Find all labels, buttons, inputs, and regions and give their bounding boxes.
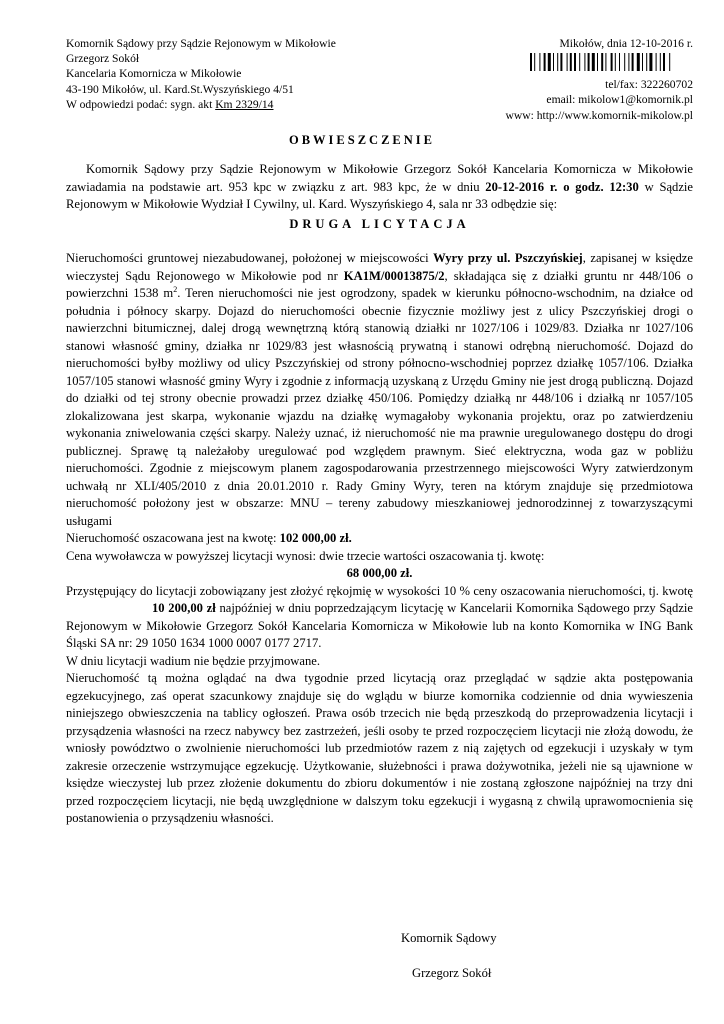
land-register-number: KA1M/00013875/2	[343, 268, 445, 283]
signature-name: Grzegorz Sokół	[412, 966, 492, 980]
office-name: Komornik Sądowy przy Sądzie Rejonowym w Mikołowie	[66, 37, 336, 50]
starting-price-amount: 68 000,00 zł.	[346, 566, 413, 580]
no-deposit-note: W dniu licytacji wadium nie będzie przyjmowane.	[66, 653, 321, 668]
deposit-paragraph: Przystępujący do licytacji zobowiązany jest złożyć rękojmię w wysokości 10 % ceny oszacowania nieruchomości, tj. kwotę10 200,00 zł najpóźniej w dniu poprzedzającym licytację w Kancelarii Komornika Sądowego przy Sądzie Rejonowym w Mikołowie Grzegorz Sokół Kancelaria Komornicza w Mikołowie lub na konto Komornika w ING Bank Śląski SA nr: 29 1050 1634 1000 0007 0177 2717.	[66, 583, 693, 650]
phone-fax: tel/fax: 322260702	[605, 78, 693, 92]
signature-role: Komornik Sądowy	[401, 931, 497, 945]
bailiff-name: Grzegorz Sokół	[66, 52, 140, 66]
property-location: Wyry przy ul. Pszczyńskiej	[433, 251, 583, 265]
sender-block	[66, 36, 336, 112]
auction-heading: DRUGA LICYTACJA	[289, 216, 470, 231]
case-reference: Km 2329/14	[215, 97, 274, 111]
office-address: 43-190 Mikołów, ul. Kard.St.Wyszyńskiego 4/51	[66, 82, 294, 96]
deposit-amount: 10 200,00 zł	[152, 601, 216, 615]
chancery-name: Kancelaria Komornicza w Mikołowie	[66, 67, 242, 81]
place-date: Mikołów, dnia 12-10-2016 r.	[559, 37, 693, 50]
email-address: email: mikolow1@komornik.pl	[546, 93, 693, 107]
inspection-paragraph: Nieruchomość tą można oglądać na dwa tygodnie przed licytacją oraz przeglądać w sądzie akta postępowania egzekucyjnego, zaś operat szacunkowy znajduje się do wglądu w biurze komornika codziennie od dnia wywieszenia niniejszego obwieszczenia na tablicy ogłoszeń. Prawa osób trzecich nie będą przeszkodą do przeprowadzenia licytacji i przysądzenia własności na rzecz nabywcy bez zastrzeżeń, jeśli osoby te przed rozpoczęciem licytacji nie złożą dowodu, że wniosły powództwo o zwolnienie nieruchomości lub przedmiotów razem z nią zajętych od egzekucji i uzyskały w tym zakresie orzeczenie wstrzymujące egzekucję. Użytkowanie, służebności i prawa dożywotnika, jeżeli nie są ujawnione w księdze wieczystej lub przez złożenie dokumentu do zbioru dokumentów i nie zostaną zgłoszone najpóźniej na trzy dni przed rozpoczęciem licytacji, nie będą uwzględnione w dalszym toku egzekucji i wygasną z chwilą uprawomocnienia się postanowienia o przysądzeniu własności.	[66, 671, 693, 825]
website: www: http://www.komornik-mikolow.pl	[505, 108, 693, 122]
document-title: OBWIESZCZENIE	[289, 133, 435, 147]
auction-date: 20-12-2016 r. o godz. 12:30	[485, 179, 639, 194]
contact-block	[493, 36, 693, 123]
valuation-line: Nieruchomość oszacowana jest na kwotę: 102 000,00 zł.	[66, 531, 352, 545]
reply-reference: W odpowiedzi podać: sygn. akt Km 2329/14	[66, 97, 274, 111]
starting-price-label: Cena wywoławcza w powyższej licytacji wynosi: dwie trzecie wartości oszacowania tj. kwotę:	[66, 548, 545, 563]
document-body	[66, 161, 693, 828]
valuation-amount: 102 000,00 zł.	[279, 531, 352, 545]
intro-paragraph: Komornik Sądowy przy Sądzie Rejonowym w Mikołowie Grzegorz Sokół Kancelaria Komornicza w Mikołowie zawiadamia na podstawie art. 953 kpc w związku z art. 983 kpc, że w dniu 20-12-2016 r. o godz. 12:30 w Sądzie Rejonowym w Mikołowie Wydział I Cywilny, ul. Kard. Wyszyńskiego 4, sala nr 33 odbędzie się:	[66, 162, 694, 211]
property-description: Nieruchomości gruntowej niezabudowanej, położonej w miejscowości Wyry przy ul. Pszczyńskiej, zapisanej w księdze wieczystej Sądu Rejonowego w Mikołowie pod nr KA1M/00013875/2, składająca się z działki gruntu nr 448/106 o powierzchni 1538 $m^2$. Teren nieruchomości nie jest ogrodzony, spadek w kierunku północno-wschodnim, na działce od południa i północy skarpy. Dojazd do nieruchomości obecnie fizycznie możliwy jest z ulicy Pszczyńskiej drogi o nawierzchni bitumicznej, dalej drogą wewnętrzną którą stanowią działki nr 1027/106 i 1029/83. Działka nr 1027/106 stanowi własność gminy, działka nr 1029/83 jest własnością prywatną i stanowi odrębną nieruchomość. Dojazd do nieruchomości byłby możliwy od ulicy Pszczyńskiej od strony północno-wschodniej poprzez działkę 1057/106. Działka 1057/105 stanowi własność gminy Wyry i zgodnie z informacją uzyskaną z Urzędu Gminy nie jest drogą publiczną. Dojazd do działki od tej strony obecnie prowadzi przez działkę 450/106. Pomiędzy działką nr 448/106 i działką nr 1057/105 zlokalizowana jest skarpa, wykonanie wjazdu na działkę wymagałoby wykonania projektu, oraz po zatwierdzeniu wykonania zniwelowania części skarpy. Należy uznać, iż nieruchomość nie ma prawnie uregulowanego dostępu do drogi publicznej. Sprawę tą należałoby uregulować pod względem prawnym. Sieć elektryczna, woda gaz w pobliżu nieruchomości. Zgodnie z miejscowym planem zagospodarowania przestrzennego miejscowości Wyry zatwierdzonym uchwałą nr XLI/405/2010 z dnia 20.01.2010 r. Rady Gminy Wyry, teren na którym znajduje się przedmiotowa nieruchomość położony jest w obszarze: MNU – tereny zabudowy mieszkaniowej jednorodzinnej z towarzyszącymi usługami	[66, 251, 693, 528]
barcode-image	[529, 53, 693, 77]
